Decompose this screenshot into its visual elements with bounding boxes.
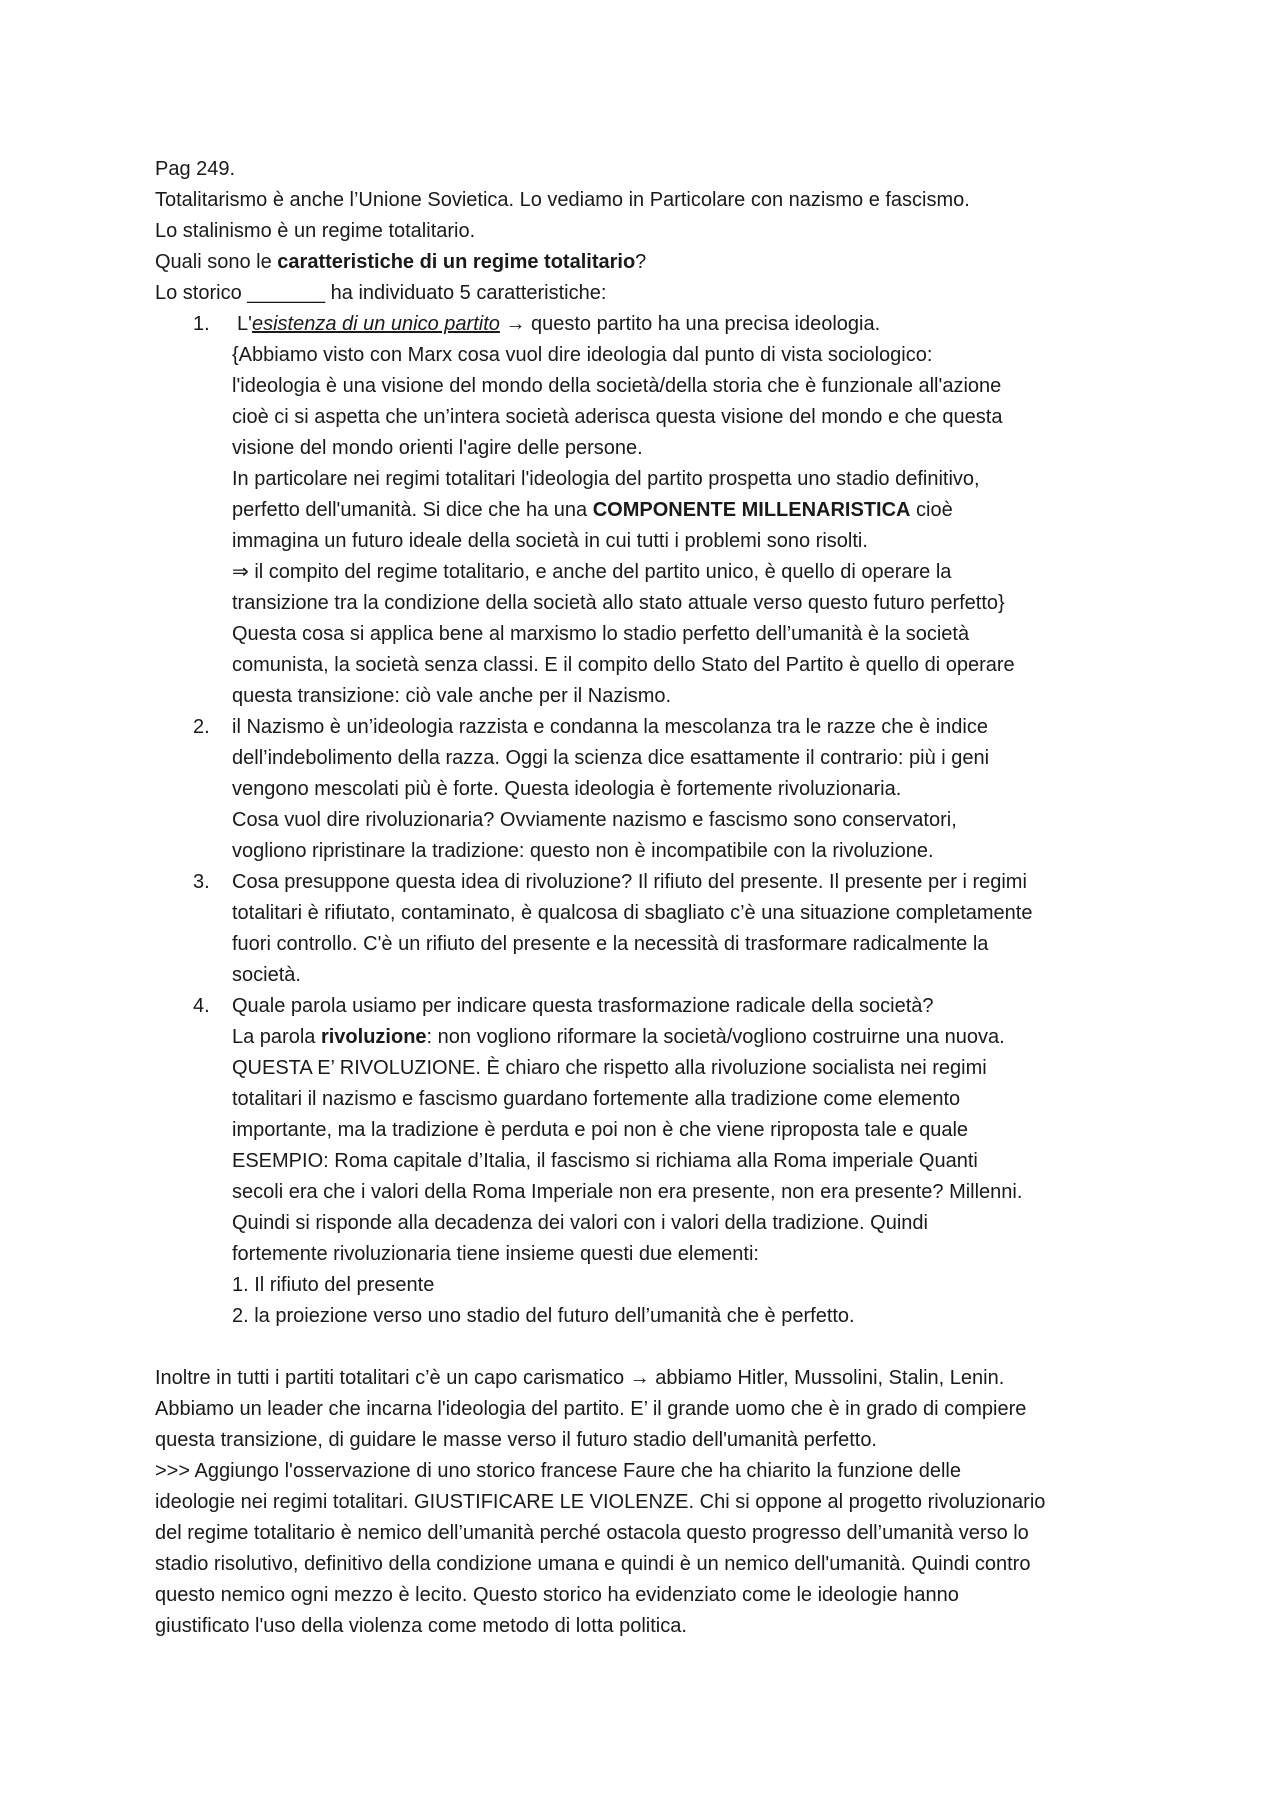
- underlined-text: esistenza di un unico partito: [251, 313, 500, 335]
- paragraph-line: dell’indebolimento della razza. Oggi la scienza dice esattamente il contrario: più i geni: [232, 747, 990, 769]
- paragraph-line: Quale parola usiamo per indicare questa trasformazione radicale della società?: [232, 995, 934, 1017]
- paragraph-line: In particolare nei regimi totalitari l'ideologia del partito prospetta uno stadio definitivo,: [232, 468, 980, 490]
- intro-line: Lo stalinismo è un regime totalitario.: [155, 220, 476, 242]
- paragraph-line: giustificato l'uso della violenza come metodo di lotta politica.: [155, 1615, 687, 1637]
- paragraph-line: immagina un futuro ideale della società in cui tutti i problemi sono risolti.: [232, 530, 868, 552]
- paragraph-line: comunista, la società senza classi. E il compito dello Stato del Partito è quello di operare: [232, 654, 1015, 676]
- paragraph-line: totalitari è rifiutato, contaminato, è qualcosa di sbagliato c’è una situazione completamente: [232, 902, 1033, 924]
- list-number: 2.: [193, 716, 210, 738]
- list-number: 1.: [193, 313, 210, 335]
- bold-text: COMPONENTE MILLENARISTICA: [592, 499, 911, 521]
- paragraph-line: totalitari il nazismo e fascismo guardano fortemente alla tradizione come elemento: [232, 1088, 961, 1110]
- paragraph-line: QUESTA E’ RIVOLUZIONE. È chiaro che rispetto alla rivoluzione socialista nei regimi: [232, 1057, 987, 1079]
- intro-line: Totalitarismo è anche l’Unione Sovietica. Lo vediamo in Particolare con nazismo e fascismo.: [155, 189, 970, 211]
- page-number: Pag 249.: [155, 158, 236, 180]
- list-number: 4.: [193, 995, 210, 1017]
- paragraph-line: fuori controllo. C'è un rifiuto del presente e la necessità di trasformare radicalmente la: [232, 933, 989, 955]
- paragraph-line: cioè ci si aspetta che un’intera società aderisca questa visione del mondo e che questa: [232, 406, 1003, 428]
- intro-question: Quali sono le caratteristiche di un regime totalitario?: [155, 251, 647, 273]
- paragraph-line: ideologie nei regimi totalitari. GIUSTIFICARE LE VIOLENZE. Chi si oppone al progetto rivoluzionario: [155, 1491, 1046, 1513]
- list-item-title: L'esistenza di un unico partito → questo partito ha una precisa ideologia.: [237, 313, 881, 335]
- paragraph-line: ESEMPIO: Roma capitale d’Italia, il fascismo si richiama alla Roma imperiale Quanti: [232, 1150, 978, 1172]
- paragraph-line: Quindi si risponde alla decadenza dei valori con i valori della tradizione. Quindi: [232, 1212, 928, 1234]
- sub-list-item: 1. Il rifiuto del presente: [232, 1274, 435, 1296]
- intro-line: Lo storico _______ ha individuato 5 caratteristiche:: [155, 282, 607, 304]
- paragraph-line: ⇒ il compito del regime totalitario, e anche del partito unico, è quello di operare la: [232, 561, 952, 583]
- paragraph-line: questa transizione: ciò vale anche per il Nazismo.: [232, 685, 672, 707]
- paragraph-line: del regime totalitario è nemico dell’umanità perché ostacola questo progresso dell’umanità verso lo: [155, 1522, 1029, 1544]
- paragraph-line: vogliono ripristinare la tradizione: questo non è incompatibile con la rivoluzione.: [232, 840, 934, 862]
- paragraph-line: fortemente rivoluzionaria tiene insieme questi due elementi:: [232, 1243, 759, 1265]
- paragraph-line: perfetto dell'umanità. Si dice che ha una COMPONENTE MILLENARISTICA cioè: [232, 499, 953, 521]
- paragraph-line: secoli era che i valori della Roma Imperiale non era presente, non era presente? Millenni.: [232, 1181, 1023, 1203]
- paragraph-line: visione del mondo orienti l'agire delle persone.: [232, 437, 643, 459]
- paragraph-line: l'ideologia è una visione del mondo della società/della storia che è funzionale all'azione: [232, 375, 1002, 397]
- paragraph-line: Questa cosa si applica bene al marxismo lo stadio perfetto dell’umanità è la società: [232, 623, 970, 645]
- paragraph-line: stadio risolutivo, definitivo della condizione umana e quindi è un nemico dell'umanità. Quindi contro: [155, 1553, 1031, 1575]
- paragraph-line: questa transizione, di guidare le masse verso il futuro stadio dell'umanità perfetto.: [155, 1429, 877, 1451]
- paragraph-line: Abbiamo un leader che incarna l'ideologia del partito. E’ il grande uomo che è in grado di compiere: [155, 1398, 1027, 1420]
- paragraph-line: {Abbiamo visto con Marx cosa vuol dire ideologia dal punto di vista sociologico:: [232, 344, 933, 366]
- paragraph-line: >>> Aggiungo l'osservazione di uno storico francese Faure che ha chiarito la funzione delle: [155, 1460, 961, 1482]
- paragraph-line: Cosa presuppone questa idea di rivoluzione? Il rifiuto del presente. Il presente per i regimi: [232, 871, 1027, 893]
- bold-text: rivoluzione: [320, 1026, 427, 1048]
- paragraph-line: Inoltre in tutti i partiti totalitari c’è un capo carismatico → abbiamo Hitler, Mussolini, Stalin, Lenin.: [155, 1367, 1005, 1389]
- paragraph-line: società.: [232, 964, 301, 986]
- paragraph-line: vengono mescolati più è forte. Questa ideologia è fortemente rivoluzionaria.: [232, 778, 902, 800]
- bold-text: caratteristiche di un regime totalitario: [277, 251, 636, 273]
- paragraph-line: transizione tra la condizione della società allo stato attuale verso questo futuro perfetto}: [232, 592, 1005, 614]
- paragraph-line: La parola rivoluzione: non vogliono riformare la società/vogliono costruirne una nuova.: [232, 1026, 1005, 1048]
- paragraph-line: importante, ma la tradizione è perduta e poi non è che viene riproposta tale e quale: [232, 1119, 969, 1141]
- paragraph-line: questo nemico ogni mezzo è lecito. Questo storico ha evidenziato come le ideologie hanno: [155, 1584, 959, 1606]
- sub-list-item: 2. la proiezione verso uno stadio del futuro dell’umanità che è perfetto.: [232, 1305, 855, 1327]
- paragraph-line: Cosa vuol dire rivoluzionaria? Ovviamente nazismo e fascismo sono conservatori,: [232, 809, 957, 831]
- list-number: 3.: [193, 871, 210, 893]
- paragraph-line: il Nazismo è un’ideologia razzista e condanna la mescolanza tra le razze che è indice: [232, 716, 988, 738]
